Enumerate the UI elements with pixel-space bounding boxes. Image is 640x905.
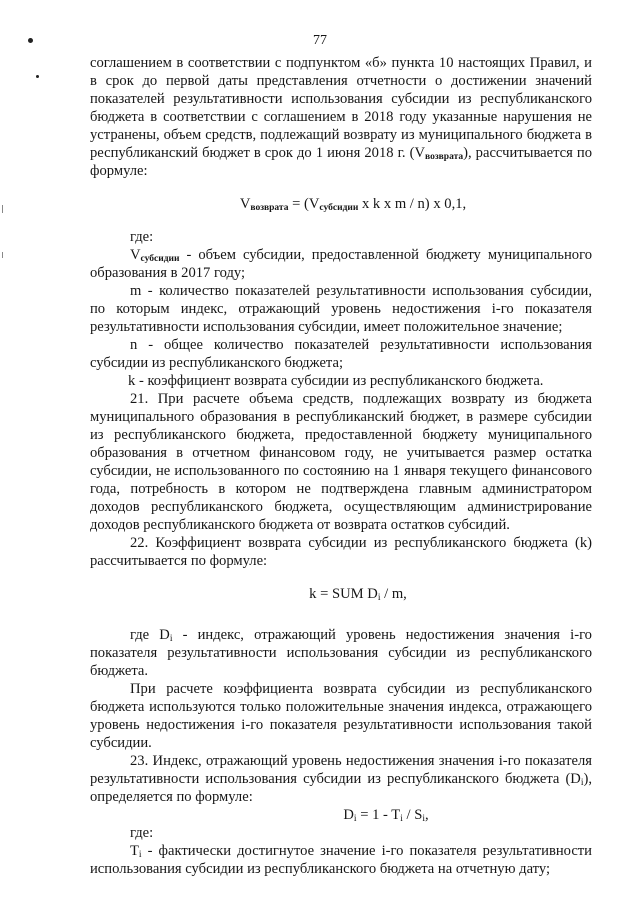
paragraph-22: 22. Коэффициент возврата субсидии из республиканского бюджета (k) рассчитывается по формуле: xyxy=(90,535,592,569)
where-label: где: xyxy=(130,229,154,245)
scan-dot-mark xyxy=(28,38,33,43)
where-label: где: xyxy=(130,825,154,841)
scan-dot-mark xyxy=(36,75,39,78)
definition-v-subsidy: $V_{субсидии}$ - объем субсидии, предоставленной бюджету муниципального образования в 2017 году; xyxy=(90,247,592,281)
formula-coefficient-k: k = SUM $D_i$ / m, xyxy=(309,586,407,603)
definition-n: n - общее количество показателей результативности использования субсидии из республиканского бюджета; xyxy=(90,337,592,371)
scan-edge-mark xyxy=(2,205,3,213)
paragraph-21: 21. При расчете объема средств, подлежащих возврату из бюджета муниципального образования в республиканский бюджет, в размере субсидии из республиканского бюджета, предоставленной бюджету муниципального образования в отчетном финансовом году, не учитывается размер остатка субсидии, не использованного по состоянию на 1 января текущего финансового года, потребность в котором не подтверждена главным администратором доходов республиканского бюджета, осуществляющим администрирование доходов республиканского бюджета от возврата остатков субсидий. xyxy=(90,391,592,533)
formula-index-d: $D_i = 1 - T_i / S_i$, xyxy=(343,807,429,824)
document-body xyxy=(90,54,592,878)
paragraph-intro: соглашением в соответствии с подпунктом «б» пункта 10 настоящих Правил, и в срок до первой даты представления отчетности о достижении значений показателей результативности использования субсидии из республиканского бюджета в соответствии с соглашением в 2018 году указанные нарушения не устранены, объем средств, подлежащий возврату из муниципального бюджета в республиканский бюджет в срок до 1 июня 2018 г. $(V_{возврата})$, рассчитывается по формуле: xyxy=(90,55,592,179)
paragraph-calculation: При расчете коэффициента возврата субсидии из республиканского бюджета используются только положительные значения индекса, отражающего уровень недостижения i-го показателя результативности использования такой субсидии. xyxy=(90,681,592,751)
page-number: 77 xyxy=(313,33,327,48)
paragraph-23: 23. Индекс, отражающий уровень недостижения значения i-го показателя результативности использования субсидии из республиканского бюджета $(D_i)$, определяется по формуле: xyxy=(90,753,592,805)
definition-d: где $D_i$ - индекс, отражающий уровень недостижения значения i-го показателя результативности использования субсидии из республиканского бюджета. xyxy=(90,627,592,679)
definition-t: $T_i$ - фактически достигнутое значение i-го показателя результативности использования субсидии из республиканского бюджета на отчетную дату; xyxy=(90,843,592,877)
definition-m: m - количество показателей результативности использования субсидии, по которым индекс, отражающий уровень недостижения i-го показателя результативности использования субсидии, имеет положительное значение; xyxy=(90,283,592,335)
definition-k: k - коэффициент возврата субсидии из республиканского бюджета. xyxy=(128,373,544,389)
scan-edge-mark xyxy=(2,252,3,258)
formula-return-volume: $V_{возврата} = (V_{субсидии}$ x k x m / n) x 0,1, xyxy=(239,196,467,213)
